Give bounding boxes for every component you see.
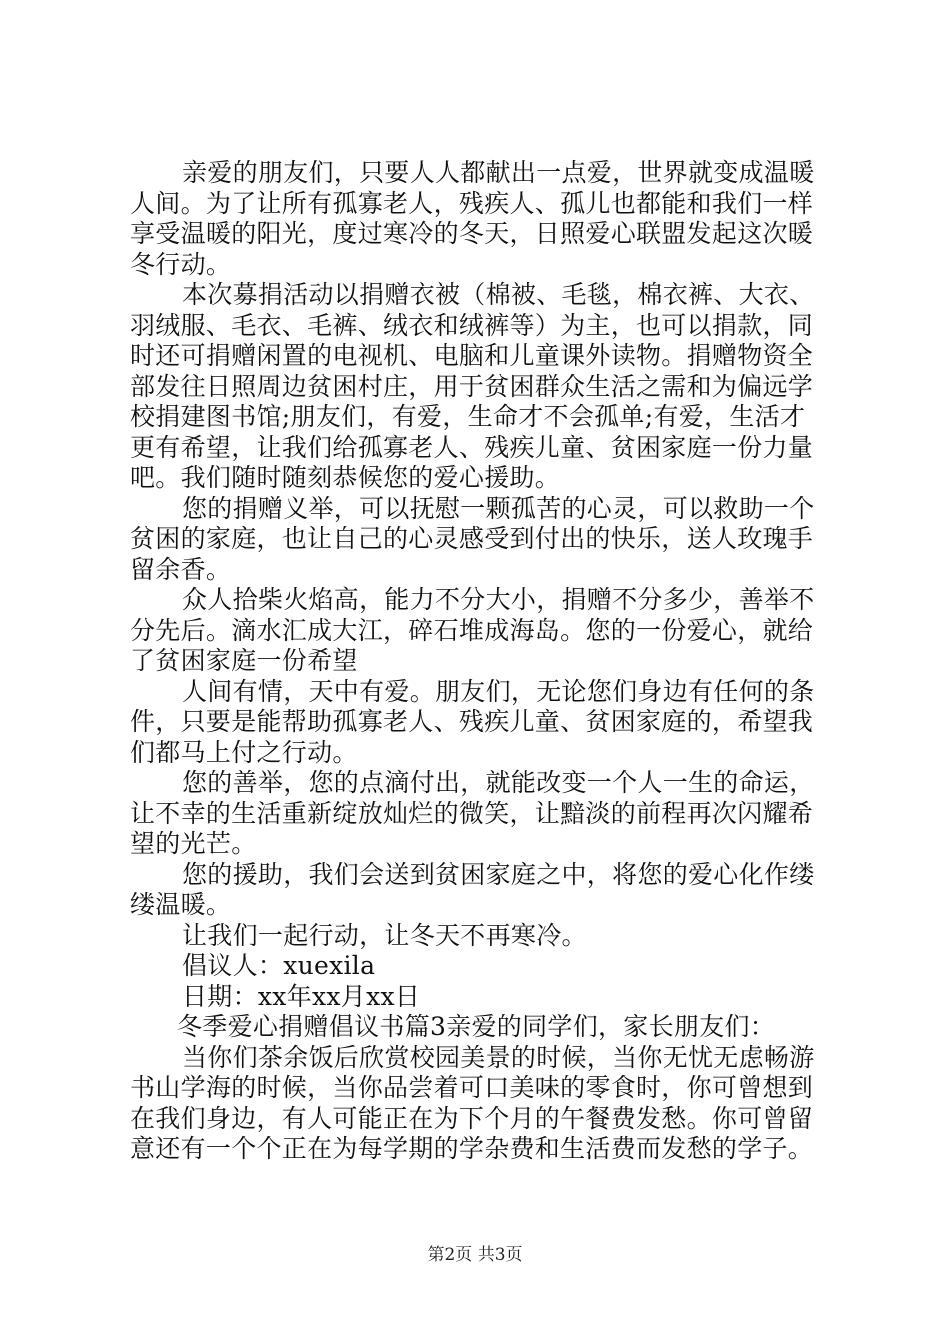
text-line: 亲爱的朋友们，只要人人都献出一点爱，世界就变成温暖 [182, 158, 815, 187]
text-line: 当你们茶余饭后欣赏校园美景的时候，当你无忧无虑畅游 [182, 1042, 815, 1072]
text-line: 望的光芒。 [130, 829, 257, 858]
text-line: 了贫困家庭一份希望 [130, 646, 358, 675]
section-heading-line: 冬季爱心捐赠倡议书篇3亲爱的同学们，家长朋友们： [177, 1012, 776, 1041]
date-line: 日期：xx年xx月xx日 [182, 981, 421, 1011]
document-body [130, 158, 830, 1165]
text-line: 您的捐赠义举，可以抚慰一颗孤苦的心灵，可以救助一个 [182, 493, 815, 523]
text-line: 时还可捐赠闲置的电视机、电脑和儿童课外读物。捐赠物资全 [130, 341, 814, 370]
text-line: 件，只要是能帮助孤寡老人、残疾儿童、贫困家庭的，希望我 [130, 707, 814, 736]
text-line: 人间有情，天中有爱。朋友们，无论您们身边有任何的条 [182, 676, 815, 706]
text-line: 人间。为了让所有孤寡老人，残疾人、孤儿也都能和我们一样 [130, 188, 814, 218]
text-line: 们都马上付之行动。 [130, 737, 358, 767]
text-line: 您的援助，我们会送到贫困家庭之中，将您的爱心化作缕 [182, 859, 815, 889]
text-line: 部发往日照周边贫困村庄，用于贫困群众生活之需和为偏远学 [130, 371, 814, 401]
text-line: 校捐建图书馆;朋友们，有爱，生命才不会孤单;有爱，生活才 [130, 402, 806, 431]
page-number-footer: 第2页 共3页 [427, 1245, 523, 1265]
text-line: 在我们身边，有人可能正在为下个月的午餐费发愁。你可曾留 [130, 1103, 814, 1133]
text-line: 让不幸的生活重新绽放灿烂的微笑，让黯淡的前程再次闪耀希 [130, 798, 814, 828]
text-line: 吧。我们随时随刻恭候您的爱心援助。 [130, 463, 561, 492]
text-line: 羽绒服、毛衣、毛裤、绒衣和绒裤等）为主，也可以捐款，同 [130, 310, 814, 340]
text-line: 分先后。滴水汇成大江，碎石堆成海岛。您的一份爱心，就给 [130, 615, 814, 645]
text-line: 本次募捐活动以捐赠衣被（棉被、毛毯，棉衣裤、大衣、 [182, 280, 815, 309]
text-line: 留余香。 [130, 554, 232, 584]
text-line: 众人拾柴火焰高，能力不分大小，捐赠不分多少，善举不 [182, 585, 815, 614]
signature-line: 倡议人：xuexila [182, 951, 376, 980]
text-line: 书山学海的时候，当你品尝着可口美味的零食时，你可曾想到 [130, 1073, 814, 1102]
text-line: 意还有一个个正在为每学期的学杂费和生活费而发愁的学子。 [130, 1134, 814, 1163]
text-line: 享受温暖的阳光，度过寒冷的冬天，日照爱心联盟发起这次暖 [130, 219, 814, 248]
text-line: 缕温暖。 [130, 890, 232, 919]
text-line: 贫困的家庭，也让自己的心灵感受到付出的快乐，送人玫瑰手 [130, 524, 814, 553]
text-line: 更有希望，让我们给孤寡老人、残疾儿童、贫困家庭一份力量 [130, 432, 814, 462]
text-line: 您的善举，您的点滴付出，就能改变一个人一生的命运， [182, 768, 815, 797]
text-line: 冬行动。 [130, 249, 232, 279]
text-line: 让我们一起行动，让冬天不再寒冷。 [182, 920, 587, 950]
